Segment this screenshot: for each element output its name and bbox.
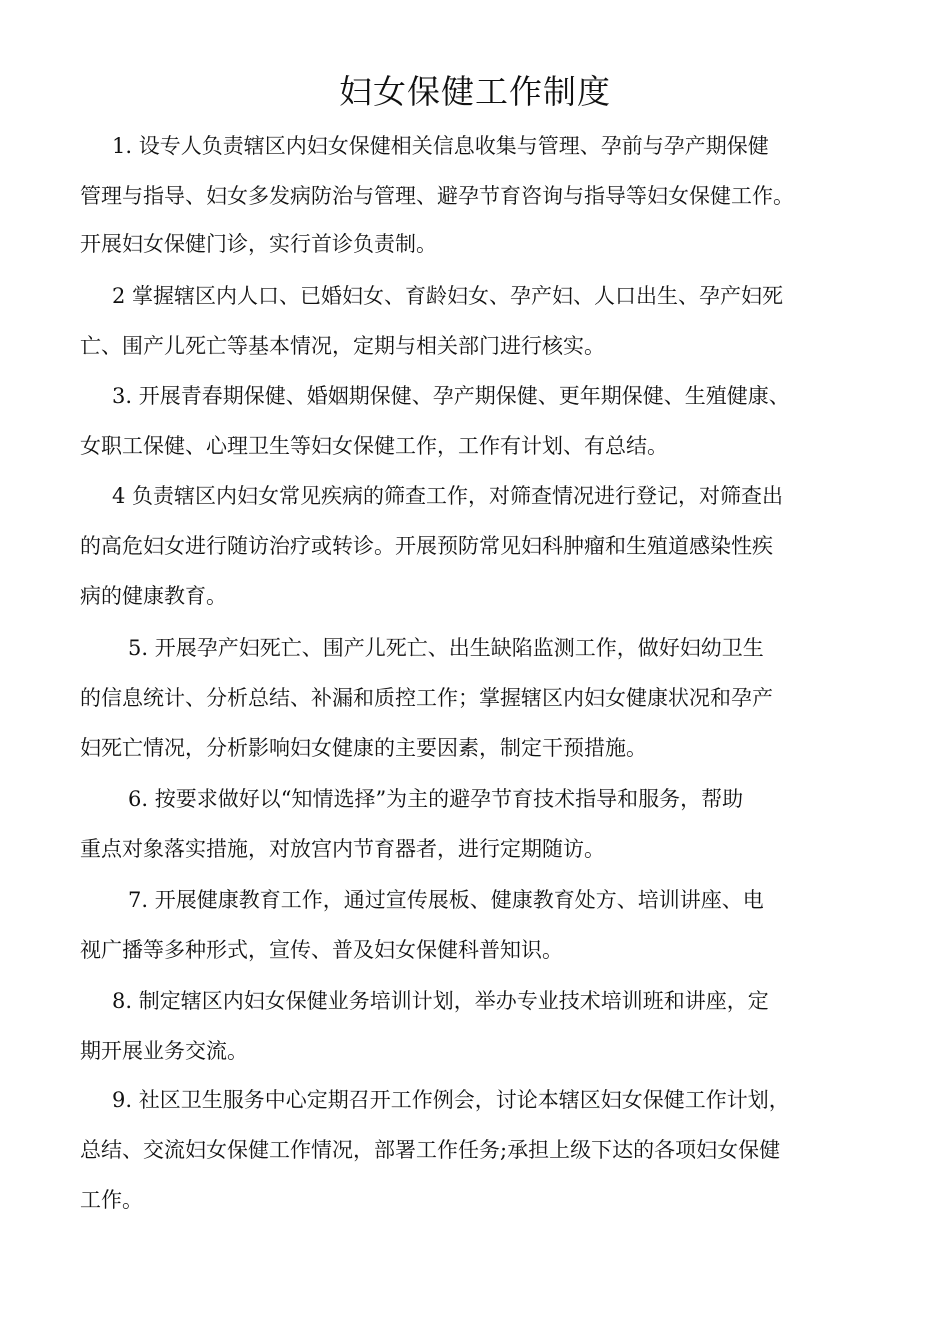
paragraph-line: 总结、交流妇女保健工作情况，部署工作任务;承担上级下达的各项妇女保健 <box>80 1138 781 1162</box>
paragraph-line: 的信息统计、分析总结、补漏和质控工作；掌握辖区内妇女健康状况和孕产 <box>80 686 773 710</box>
paragraph-line: 重点对象落实措施，对放宫内节育器者，进行定期随访。 <box>80 837 605 861</box>
document-title: 妇女保健工作制度 <box>339 72 611 111</box>
paragraph-line: 1. 设专人负责辖区内妇女保健相关信息收集与管理、孕前与孕产期保健 <box>112 134 769 158</box>
paragraph-line: 8. 制定辖区内妇女保健业务培训计划，举办专业技术培训班和讲座，定 <box>112 989 769 1013</box>
paragraph-line: 2 掌握辖区内人口、已婚妇女、育龄妇女、孕产妇、人口出生、孕产妇死 <box>112 284 784 308</box>
paragraph-line: 3. 开展青春期保健、婚姻期保健、孕产期保健、更年期保健、生殖健康、 <box>112 384 790 408</box>
paragraph-line: 5. 开展孕产妇死亡、围产儿死亡、出生缺陷监测工作，做好妇幼卫生 <box>128 636 764 660</box>
paragraph-line: 4 负责辖区内妇女常见疾病的筛查工作，对筛查情况进行登记，对筛查出 <box>112 484 784 508</box>
paragraph-line: 9. 社区卫生服务中心定期召开工作例会，讨论本辖区妇女保健工作计划， <box>112 1088 790 1112</box>
paragraph-line: 病的健康教育。 <box>80 584 227 608</box>
paragraph-line: 工作。 <box>80 1188 143 1212</box>
paragraph-line: 6. 按要求做好以“知情选择”为主的避孕节育技术指导和服务，帮助 <box>128 787 744 811</box>
paragraph-line: 妇死亡情况，分析影响妇女健康的主要因素，制定干预措施。 <box>80 736 647 760</box>
paragraph-line: 期开展业务交流。 <box>80 1039 248 1063</box>
paragraph-line: 开展妇女保健门诊，实行首诊负责制。 <box>80 232 437 256</box>
paragraph-line: 亡、围产儿死亡等基本情况，定期与相关部门进行核实。 <box>80 334 605 358</box>
paragraph-line: 女职工保健、心理卫生等妇女保健工作，工作有计划、有总结。 <box>80 434 668 458</box>
paragraph-line: 的高危妇女进行随访治疗或转诊。开展预防常见妇科肿瘤和生殖道感染性疾 <box>80 534 773 558</box>
paragraph-line: 视广播等多种形式，宣传、普及妇女保健科普知识。 <box>80 938 563 962</box>
paragraph-line: 管理与指导、妇女多发病防治与管理、避孕节育咨询与指导等妇女保健工作。 <box>80 184 794 208</box>
paragraph-line: 7. 开展健康教育工作，通过宣传展板、健康教育处方、培训讲座、电 <box>128 888 764 912</box>
